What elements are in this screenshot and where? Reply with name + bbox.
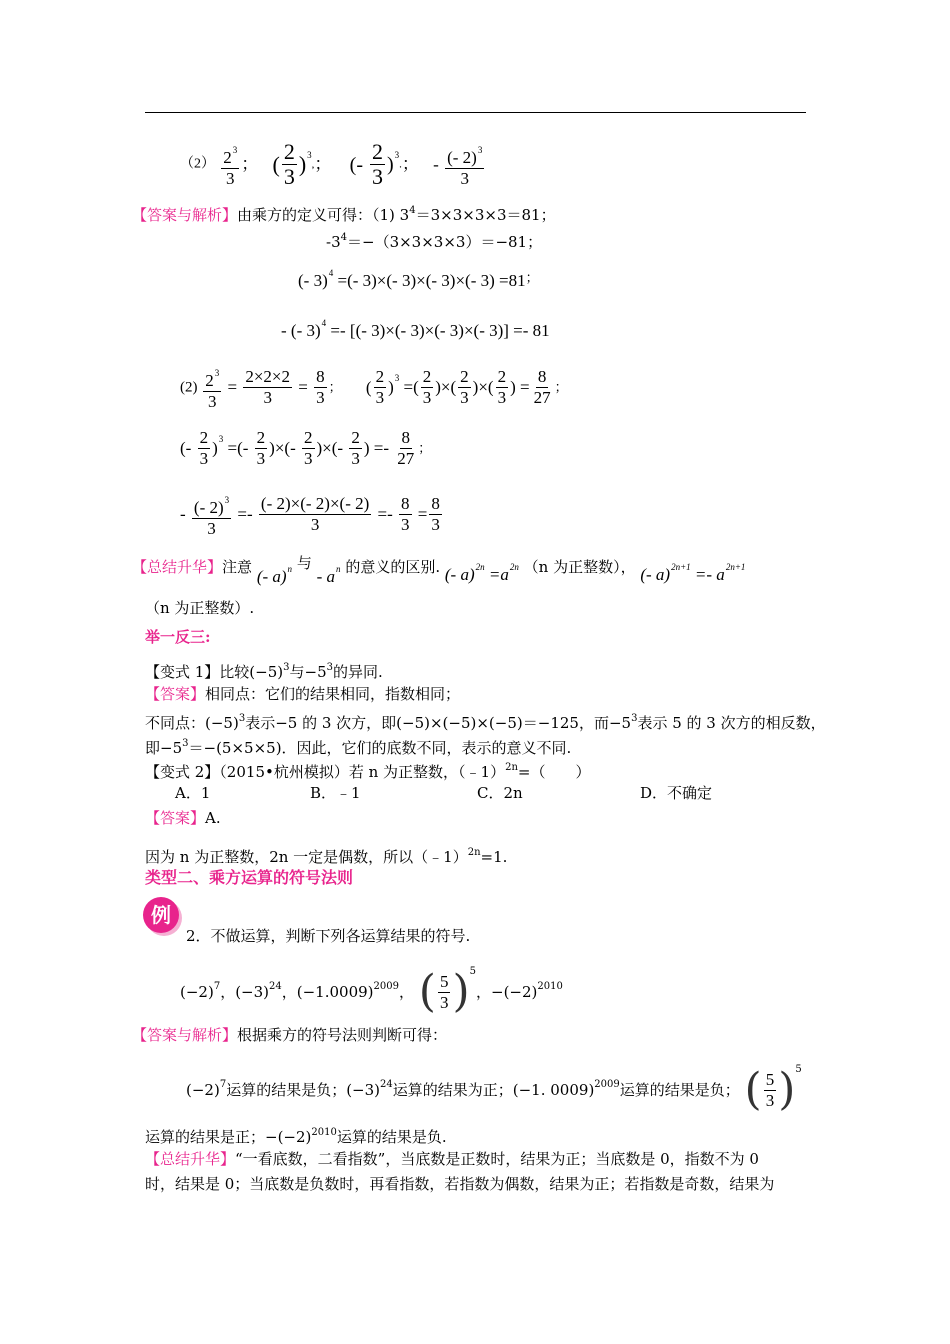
result-line-2: 运算的结果是正；$-(-2)^{2010}$运算的结果是负. (145, 1127, 447, 1146)
difference-line-2: 即$-5^3=-(5\times 5\times 5)$．因此，它们的底数不同，表示的意义不同. (145, 738, 572, 757)
variant-2: 【变式 2】（2015•杭州模拟）若 n 为正整数，（﹣1）$^{2n}$=（ ） (145, 762, 591, 781)
summary-2-cont: 时，结果是 0；当底数是负数时，再看指数，若指数为偶数，结果为正；若指数是奇数，结果为 (145, 1175, 775, 1193)
summary-1: 【总结升华】注意 (- a)$^n$ 与 - $a^n$ 的意义的区别. (- $a)^{2n} =a^{2n}$ （n 为正整数）， (- $a)^{2n+1} =- a^{2n+1}$ (132, 554, 746, 586)
option-b: B．﹣1 (310, 784, 361, 802)
option-c: C．2n (477, 784, 523, 802)
answer-variant-1: 【答案】相同点：它们的结果相同，指数相同； (145, 685, 461, 703)
summary-1-cont: （n 为正整数）. (145, 599, 255, 617)
question-2: 2．不做运算，判断下列各运算结果的符号. (186, 927, 471, 945)
math-line-4: (- $\frac{2}{3}$ )$^3$ =(- $\frac{2}{3}$ )×(- $\frac{2}{3}$ )×(- $\frac{2}{3}$ ) =- $\frac{8}{27}$ ； (180, 428, 432, 468)
answer-2: 【答案与解析】根据乘方的符号法则判断可得： (132, 1026, 448, 1044)
header-rule (145, 112, 806, 113)
heading-variants: 举一反三: (145, 628, 211, 646)
heading-type-2: 类型二、乘方运算的符号法则 (145, 868, 354, 887)
math-line-5: - $\frac{(- 2)^3}{3}$ =- $\frac{(- 2)\times(- 2)\times(- 2)}{3}$ =- $\frac{8}{3}$ = $\frac{8}{3}$ (180, 490, 444, 539)
summary-2: 【总结升华】“一看底数，二看指数”，当底数是正数时，结果为正；当底数是 0，指数不为 0 (145, 1150, 759, 1168)
answer-line-2: $-3^4=-(3\times 3\times 3\times 3)=-81$； (326, 232, 543, 251)
variant-1: 【变式 1】比较$(-5)^3$与$-5^3$的异同. (145, 662, 383, 681)
answer-variant-2: 【答案】A. (145, 809, 221, 827)
difference-line: 不同点：$(-5)^3$表示−5 的 3 次方，即(−5)×(−5)×(−5)＝−125，而$-5^3$表示 5 的 3 次方的相反数， (145, 713, 826, 732)
math-line-1: (- 3)$^4$ =(- 3)×(- 3)×(- 3)×(- 3) =81； (298, 268, 539, 290)
fraction-neg-2-over-3-paren: $\frac{2}{3}$ (371, 139, 383, 189)
math-line-2: - (- 3)$^4$ =- [(- 3)×(- 3)×(- 3)×(- 3)] =- 81 (281, 318, 550, 340)
question-2-expressions: （2） $\frac{2^3}{3}$ ； ( $\frac{2}{3}$ )$^3$,； (- $\frac{2}{3}$ )$^3$.； - $\frac{(- 2)^3}{3}$ (180, 139, 483, 189)
math-line-3: (2) $\frac{2^3}{3}$ = $\frac{2\times 2\times 2}{3}$ = $\frac{8}{3}$ ； ( $\frac{2}{3}$ )$^3$ =( $\frac{2}{3}$ )×( $\frac{2}{3}$ )×( $\frac{2}{3}$ ) = $\frac{8}{27}$ ； (180, 363, 568, 412)
fraction-neg2-cubed-over-3: $\frac{(- 2)^3}{3}$ (445, 140, 484, 189)
question-2-expressions-list: $(-2)^7$，$(-3)^{24}$，$(-1.0009)^{2009}$， ( $\frac{5}{3}$ )$^5$，$-(-2)^{2010}$ (180, 966, 563, 1017)
option-a: A．1 (175, 784, 211, 802)
result-line-1: $(-2)^7$运算的结果是负；$(-3)^{24}$运算的结果为正；(−1. 0009)$^{2009}$运算的结果是负； ( $\frac{5}{3}$ )$^5$ (186, 1064, 802, 1115)
answer-line-1: 【答案与解析】由乘方的定义可得：（1) $3^4=3\times 3\times 3\times 3=81$； (132, 205, 556, 224)
example-badge: 例 (143, 897, 179, 933)
fraction-2-cubed-over-3: $\frac{2^3}{3}$ (221, 140, 239, 189)
fraction-2-over-3-paren: $\frac{2}{3}$ (283, 139, 295, 189)
reason-line: 因为 n 为正整数，2n 一定是偶数，所以（﹣1）$^{2n}$=1. (145, 847, 508, 866)
option-d: D．不确定 (640, 784, 713, 802)
